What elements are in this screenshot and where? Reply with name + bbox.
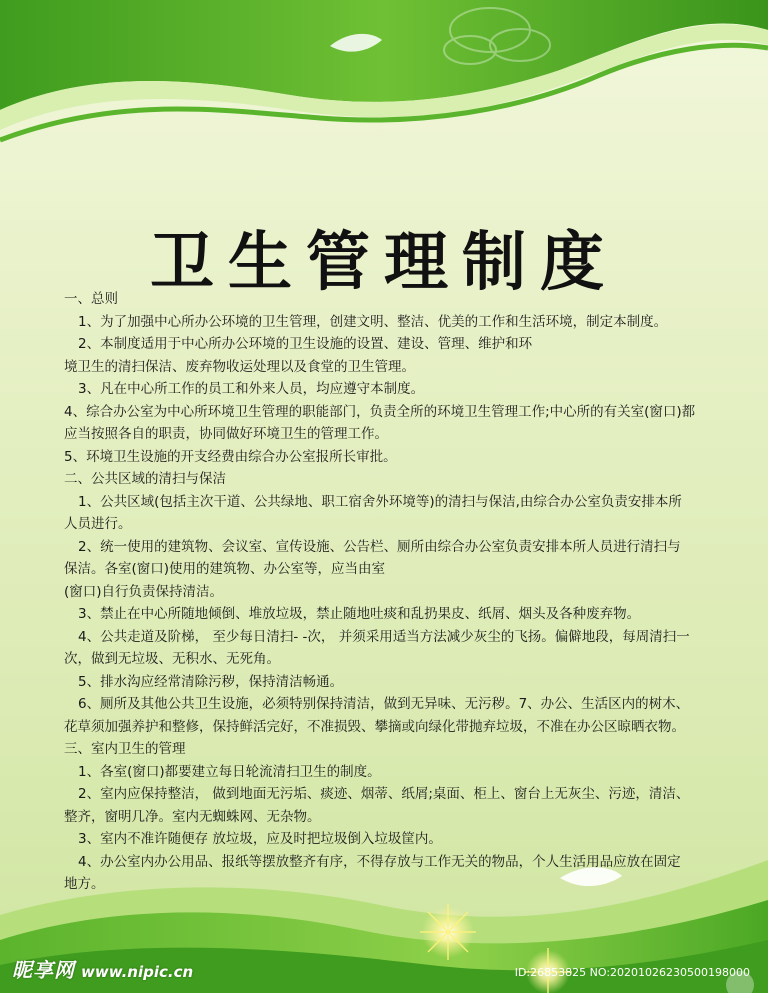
paragraph-line: 整齐，窗明几净。室内无蜘蛛网、无杂物。	[64, 808, 321, 825]
section-heading: 三、室内卫生的管理	[64, 741, 186, 757]
page-title: 卫生管理制度	[150, 225, 618, 300]
paragraph-line: 6、厕所及其他公共卫生设施，必须特别保持清洁，做到无异味、无污秽。7、办公、生活区内的树木、	[78, 696, 690, 712]
paragraph-line: 4、综合办公室为中心所环境卫生管理的职能部门，负责全所的环境卫生管理工作;中心所的有关室(窗口)都	[64, 403, 696, 420]
paragraph-line: 3、禁止在中心所随地倾倒、堆放垃圾，禁止随地吐痰和乱扔果皮、纸屑、烟头及各种废弃物。	[78, 606, 641, 622]
paragraph-line: 5、排水沟应经常清除污秽，保持清洁畅通。	[78, 673, 344, 690]
regulation-text	[64, 288, 714, 896]
paragraph-line: 2、室内应保持整洁， 做到地面无污垢、痰迹、烟蒂、纸屑;桌面、柜上、窗台上无灰尘、污迹，清洁、	[78, 786, 690, 802]
paragraph-line: 5、环境卫生设施的开支经费由综合办公室报所长审批。	[64, 448, 397, 465]
paragraph-line: 1、为了加强中心所办公环境的卫生管理，创建文明、整洁、优美的工作和生活环境，制定本制度。	[78, 313, 668, 330]
paragraph-line: 保洁。各室(窗口)使用的建筑物、办公室等，应当由室	[64, 561, 386, 577]
watermark	[12, 954, 193, 983]
section-heading: 一、总则	[64, 291, 118, 307]
paragraph-line: 3、室内不准许随便存 放垃圾，应及时把垃圾倒入垃圾筐内。	[78, 831, 442, 847]
paragraph-line: 地方。	[64, 876, 105, 892]
paragraph-line: 次，做到无垃圾、无积水、无死角。	[64, 651, 280, 667]
section-heading: 二、公共区域的清扫与保洁	[64, 471, 226, 487]
paragraph-line: 人员进行。	[64, 516, 132, 532]
paragraph-line: 应当按照各自的职责，协同做好环境卫生的管理工作。	[64, 426, 388, 442]
paragraph-line: (窗口)自行负责保持清洁。	[64, 583, 224, 600]
watermark-brand: 昵享网	[12, 958, 75, 982]
watermark-url: www.nipic.cn	[81, 963, 194, 981]
paragraph-line: 1、公共区域(包括主次干道、公共绿地、职工宿舍外环境等)的清扫与保洁,由综合办公室负责安排本所	[78, 493, 682, 510]
paragraph-line: 2、本制度适用于中心所办公环境的卫生设施的设置、建设、管理、维护和环	[78, 336, 533, 352]
paragraph-line: 花草须加强养护和整修，保持鲜活完好，不准损毁、攀摘或向绿化带抛弃垃圾，不准在办公区晾晒衣物。	[64, 718, 685, 735]
paragraph-line: 2、统一使用的建筑物、会议室、宣传设施、公告栏、厕所由综合办公室负责安排本所人员进行清扫与	[78, 538, 681, 555]
paragraph-line: 境卫生的清扫保洁、废弃物收运处理以及食堂的卫生管理。	[64, 358, 415, 375]
paragraph-line: 4、办公室内办公用品、报纸等摆放整齐有序，不得存放与工作无关的物品，个人生活用品应放在固定	[78, 853, 681, 870]
paragraph-line: 3、凡在中心所工作的员工和外来人员，均应遵守本制度。	[78, 381, 425, 397]
paragraph-line: 1、各室(窗口)都要建立每日轮流清扫卫生的制度。	[78, 763, 381, 780]
image-id: ID:26853825 NO:20201026230500198000	[514, 966, 750, 979]
paragraph-line: 4、公共走道及阶梯， 至少每日清扫- -次， 并须采用适当方法减少灰尘的飞扬。偏僻地段，每周清扫一	[78, 628, 690, 645]
